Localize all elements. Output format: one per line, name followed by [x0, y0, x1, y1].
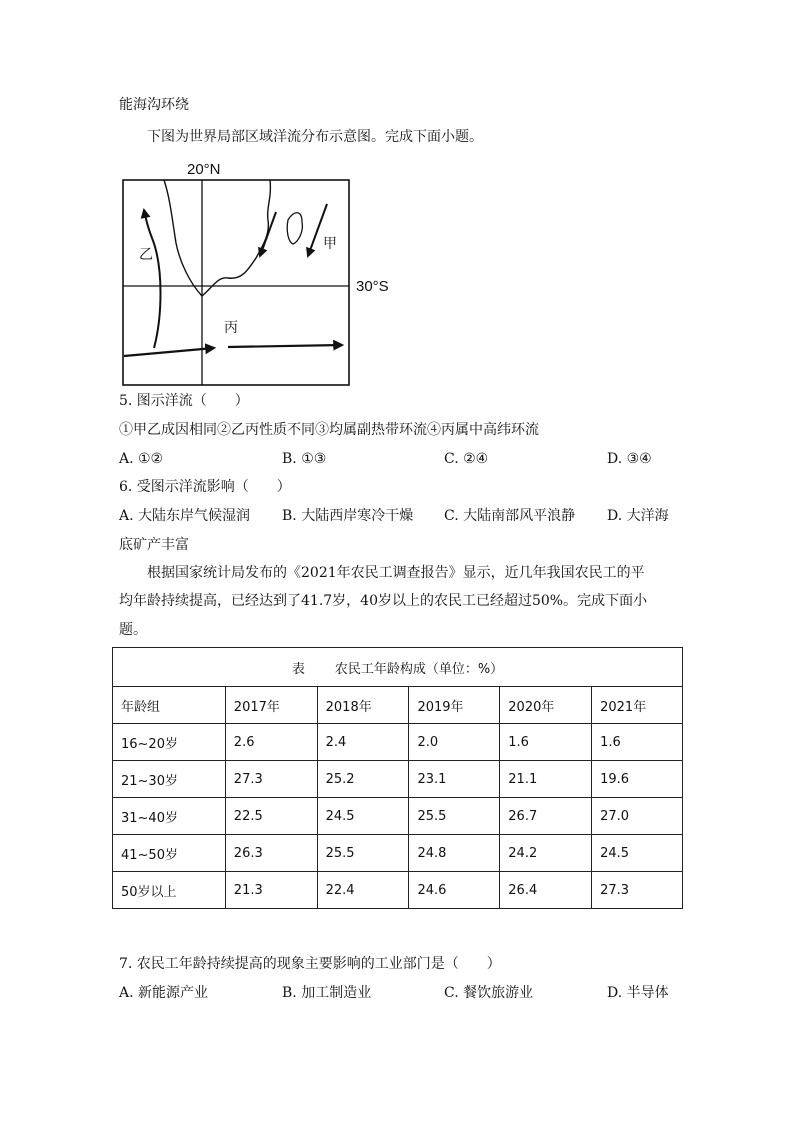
- cell: 24.8: [409, 835, 500, 872]
- cell: 27.0: [592, 798, 683, 835]
- current-bing-arrow-right: [228, 345, 342, 347]
- ocean-current-map: [118, 158, 408, 390]
- cell: 21.1: [500, 761, 592, 798]
- table-header-row: [113, 687, 683, 724]
- table-caption: [113, 648, 683, 687]
- header-2020: 2020年: [500, 687, 592, 724]
- q7-option-d[interactable]: D. 半导体: [607, 985, 669, 1001]
- cell: 24.2: [500, 835, 592, 872]
- cell: 27.3: [592, 872, 683, 909]
- map-frame: [123, 180, 349, 385]
- intro2-line1: 根据国家统计局发布的《2021年农民工调查报告》显示，近几年我国农民工的平: [147, 565, 645, 581]
- intro2-line2: 均年龄持续提高，已经达到了41.7岁，40岁以上的农民工已经超过50%。完成下面小: [119, 593, 648, 609]
- header-age-group: 年龄组: [113, 687, 226, 724]
- table-caption-title: 农民工年龄构成（单位：%）: [334, 661, 504, 677]
- coastline: [164, 180, 270, 296]
- age-structure-table: [112, 647, 683, 909]
- table-caption-row: [113, 648, 683, 687]
- label-bing: 丙: [224, 320, 238, 336]
- label-30s: 30°S: [356, 278, 389, 295]
- table-row: [113, 872, 683, 909]
- label-20n: 20°N: [187, 161, 221, 178]
- q5-option-c[interactable]: C. ②④: [444, 451, 489, 467]
- q5-stem: 5. 图示洋流（ ）: [119, 393, 249, 409]
- cell-age-group: 50岁以上: [113, 872, 226, 909]
- cell: 24.5: [592, 835, 683, 872]
- cell: 1.6: [500, 724, 592, 761]
- header-2021: 2021年: [592, 687, 683, 724]
- q6-option-a[interactable]: A. 大陆东岸气候湿润: [119, 508, 251, 524]
- header-2019: 2019年: [409, 687, 500, 724]
- cell: 1.6: [592, 724, 683, 761]
- header-2017: 2017年: [225, 687, 317, 724]
- q7-option-b[interactable]: B. 加工制造业: [282, 985, 372, 1001]
- cell-age-group: 41~50岁: [113, 835, 226, 872]
- q7-option-c[interactable]: C. 餐饮旅游业: [444, 985, 534, 1001]
- island-madagascar: [287, 213, 302, 244]
- current-bing-arrow-left: [124, 348, 214, 356]
- q5-option-a[interactable]: A. ①②: [119, 451, 164, 467]
- q7-option-a[interactable]: A. 新能源产业: [119, 985, 209, 1001]
- cell: 2.4: [317, 724, 409, 761]
- q6-option-d[interactable]: D. 大洋海: [607, 508, 669, 524]
- cell: 2.0: [409, 724, 500, 761]
- cell-age-group: 21~30岁: [113, 761, 226, 798]
- intro2-line3: 题。: [119, 622, 147, 638]
- table-caption-prefix: 表: [291, 661, 305, 677]
- q7-stem: 7. 农民工年龄持续提高的现象主要影响的工业部门是（ ）: [119, 956, 501, 972]
- table-row: [113, 835, 683, 872]
- cell-age-group: 16~20岁: [113, 724, 226, 761]
- current-yi-arrow: [144, 210, 161, 348]
- map-intro-text: 下图为世界局部区域洋流分布示意图。完成下面小题。: [147, 129, 483, 145]
- q6-option-c[interactable]: C. 大陆南部风平浪静: [444, 508, 576, 524]
- q5-option-b[interactable]: B. ①③: [282, 451, 327, 467]
- cell: 27.3: [225, 761, 317, 798]
- q6-stem: 6. 受图示洋流影响（ ）: [119, 479, 291, 495]
- table-row: [113, 761, 683, 798]
- table-row: [113, 798, 683, 835]
- cell: 2.6: [225, 724, 317, 761]
- cell: 26.7: [500, 798, 592, 835]
- cell: 19.6: [592, 761, 683, 798]
- cell: 25.2: [317, 761, 409, 798]
- cell: 22.4: [317, 872, 409, 909]
- cell: 21.3: [225, 872, 317, 909]
- cell: 26.3: [225, 835, 317, 872]
- cell-age-group: 31~40岁: [113, 798, 226, 835]
- q5-statements: ①甲乙成因相同②乙丙性质不同③均属副热带环流④丙属中高纬环流: [119, 422, 539, 438]
- previous-question-fragment: 能海沟环绕: [119, 97, 189, 113]
- table-row: [113, 724, 683, 761]
- cell: 25.5: [317, 835, 409, 872]
- q6-option-b[interactable]: B. 大陆西岸寒冷干燥: [282, 508, 414, 524]
- cell: 26.4: [500, 872, 592, 909]
- label-yi: 乙: [139, 247, 153, 263]
- header-2018: 2018年: [317, 687, 409, 724]
- q6-option-d-continuation: 底矿产丰富: [119, 537, 189, 553]
- q5-option-d[interactable]: D. ③④: [607, 451, 652, 467]
- label-jia: 甲: [323, 236, 337, 252]
- cell: 24.5: [317, 798, 409, 835]
- cell: 24.6: [409, 872, 500, 909]
- cell: 23.1: [409, 761, 500, 798]
- cell: 22.5: [225, 798, 317, 835]
- cell: 25.5: [409, 798, 500, 835]
